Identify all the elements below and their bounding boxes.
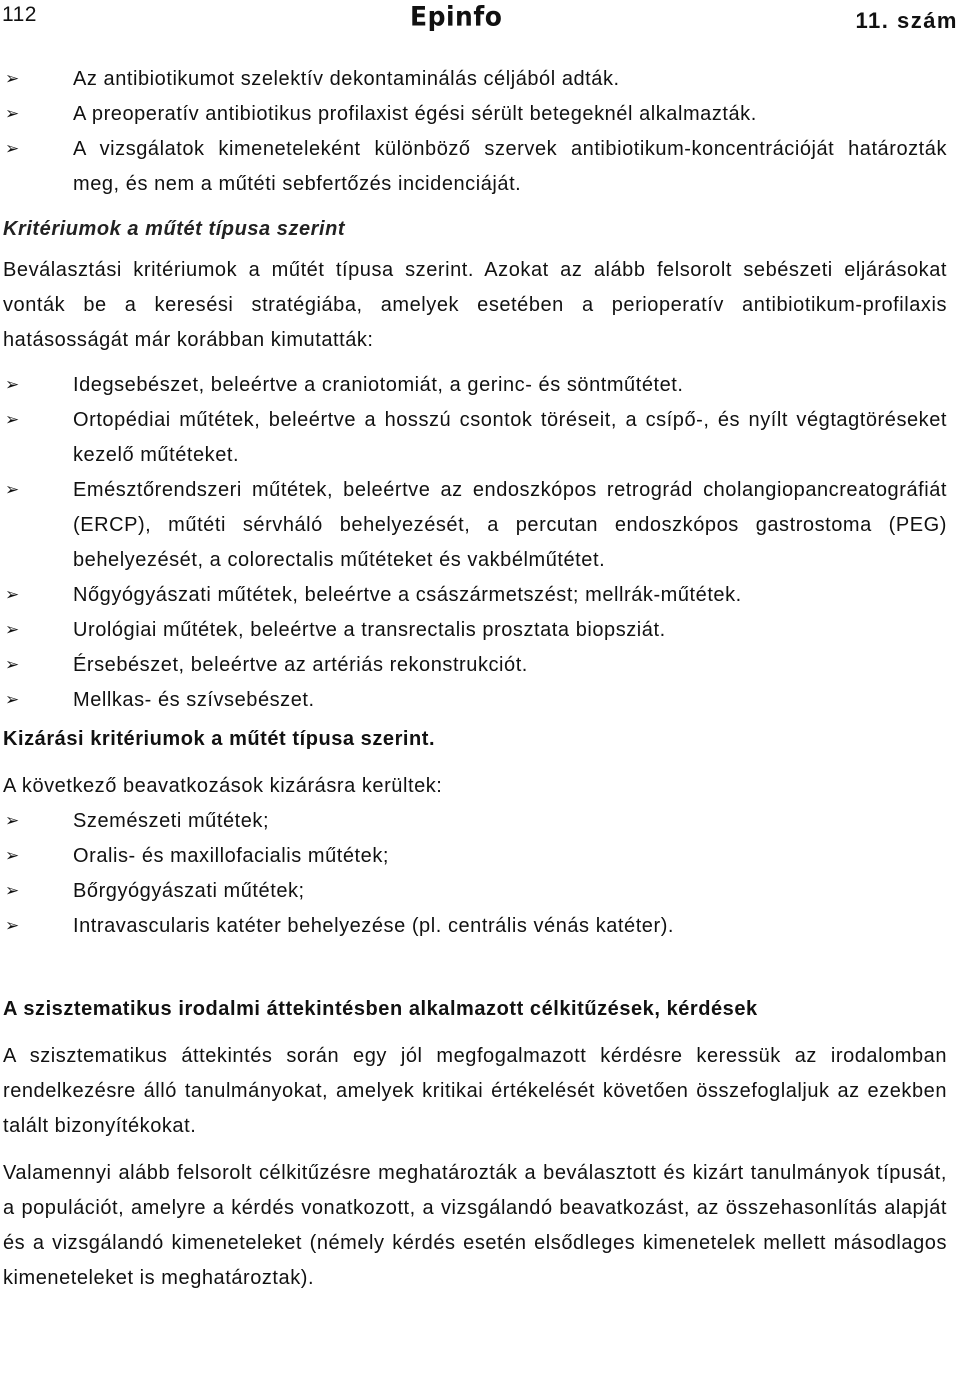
list-item: ➢ Idegsebészet, beleértve a craniotomiát, a gerinc- és söntműtétet. [3, 368, 947, 403]
arrow-bullet-icon: ➢ [5, 881, 20, 901]
list-item: ➢ Érsebészet, beleértve az artériás rekonstrukciót. [3, 648, 947, 683]
objectives-paragraph-1: A szisztematikus áttekintés során egy jól megfogalmazott kérdésre keressük az irodalomban rendelkezésre álló tanulmányokat, amelyek kritikai értékelését követően összefoglaljuk az ezekben talált bizonyítékokat. [3, 1045, 947, 1137]
objectives-paragraph-2: Valamennyi alább felsorolt célkitűzésre meghatározták a beválasztott és kizárt tanulmányok típusát, a populációt, amelyre a kérdés vonatkozott, a vizsgálandó beavatkozást, az összehasonlítás alapját és a vizsgálandó kimeneteleket (némely kérdés esetén elsődleges kimenetelek mellett másodlagos kimeneteleket is meghatároztak). [3, 1162, 947, 1289]
arrow-bullet-icon: ➢ [5, 410, 20, 430]
exclusion-list-top [3, 62, 947, 202]
arrow-bullet-icon: ➢ [5, 69, 20, 89]
arrow-bullet-icon: ➢ [5, 104, 20, 124]
section-heading-objectives: A szisztematikus irodalmi áttekintésben alkalmazott célkitűzések, kérdések [3, 998, 758, 1020]
list-item: ➢ Szemészeti műtétek; [3, 804, 947, 839]
page-header [0, 0, 960, 40]
list-item: ➢ Ortopédiai műtétek, beleértve a hosszú csontok töréseit, a csípő-, és nyílt végtagtöréseket kezelő műtéteket. [3, 403, 947, 473]
inclusion-procedure-list [3, 368, 947, 718]
arrow-bullet-icon: ➢ [5, 375, 20, 395]
arrow-bullet-icon: ➢ [5, 811, 20, 831]
body-text [3, 62, 947, 1296]
arrow-bullet-icon: ➢ [5, 690, 20, 710]
list-item: ➢ Urológiai műtétek, beleértve a transrectalis prosztata biopsziát. [3, 613, 947, 648]
arrow-bullet-icon: ➢ [5, 139, 20, 159]
page-number: 112 [2, 3, 37, 26]
list-item: ➢ Intravascularis katéter behelyezése (pl. centrális vénás katéter). [3, 909, 947, 944]
list-item: ➢ Emésztőrendszeri műtétek, beleértve az endoszkópos retrográd cholangiopancreatográfiát (ERCP), műtéti sérvháló behelyezését, a percutan endoszkópos gastrostoma (PEG) behelyezését, a colorectalis műtéteket és vakbélműtétet. [3, 473, 947, 578]
exclusion-intro: A következő beavatkozások kizárásra kerültek: [3, 775, 443, 797]
arrow-bullet-icon: ➢ [5, 655, 20, 675]
list-item: ➢ Oralis- és maxillofacialis műtétek; [3, 839, 947, 874]
arrow-bullet-icon: ➢ [5, 585, 20, 605]
list-item: ➢ Az antibiotikumot szelektív dekontaminálás céljából adták. [3, 62, 947, 97]
arrow-bullet-icon: ➢ [5, 846, 20, 866]
issue-label: 11. szám [855, 8, 958, 33]
list-item: ➢ Mellkas- és szívsebészet. [3, 683, 947, 718]
section-heading-exclusion: Kizárási kritériumok a műtét típusa szerint. [3, 728, 436, 750]
list-item: ➢ Nőgyógyászati műtétek, beleértve a császármetszést; mellrák-műtétek. [3, 578, 947, 613]
arrow-bullet-icon: ➢ [5, 620, 20, 640]
arrow-bullet-icon: ➢ [5, 480, 20, 500]
list-item: ➢ A vizsgálatok kimeneteleként különböző szervek antibiotikum-koncentrációját határozták meg, és nem a műtéti sebfertőzés incidenciáját. [3, 132, 947, 202]
arrow-bullet-icon: ➢ [5, 916, 20, 936]
list-item: ➢ Bőrgyógyászati műtétek; [3, 874, 947, 909]
journal-logo: Epinfo [410, 0, 503, 33]
exclusion-procedure-list [3, 804, 947, 944]
list-item: ➢ A preoperatív antibiotikus profilaxist égési sérült betegeknél alkalmazták. [3, 97, 947, 132]
inclusion-paragraph: Beválasztási kritériumok a műtét típusa szerint. Azokat az alább felsorolt sebészeti eljárásokat vonták be a keresési stratégiába, amelyek esetében a perioperatív antibiotikum-profilaxis hatásosságát már korábban kimutatták: [3, 259, 947, 351]
section-heading-inclusion: Kritériumok a műtét típusa szerint [3, 218, 346, 240]
